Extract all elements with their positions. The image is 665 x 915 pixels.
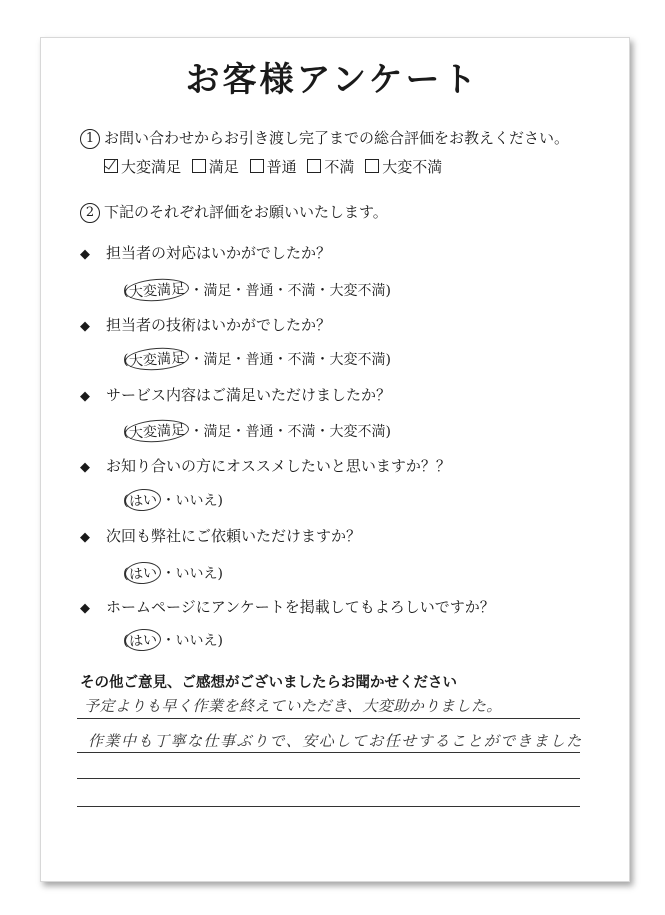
question-1-options [104, 156, 448, 177]
comment-line-2: 作業中も丁寧な仕事ぶりで、安心してお任せすることができました [88, 732, 583, 750]
question-1-text: お問い合わせからお引き渡し完了までの総合評価をお教えください。 [104, 129, 570, 147]
ruled-line [77, 806, 580, 807]
item-3-answer[interactable]: (大変満足 ・満足・普通・不満・大変不満) [123, 420, 391, 442]
item-6-answer[interactable]: (はい ・いいえ) [123, 629, 223, 651]
question-1 [80, 127, 569, 149]
checkbox-checked-icon[interactable] [104, 159, 118, 173]
diamond-icon: ◆ [80, 247, 90, 262]
option-neutral[interactable]: 普通 [250, 158, 297, 176]
item-4-question: ◆ お知り合いの方にオススメしたいと思いますか？？ [80, 457, 451, 475]
diamond-icon: ◆ [80, 530, 90, 545]
diamond-icon: ◆ [80, 319, 90, 334]
circled-answer[interactable]: 大変満足 [125, 418, 190, 444]
question-1-number: 1 [80, 129, 100, 149]
diamond-icon: ◆ [80, 601, 90, 616]
ruled-line [77, 718, 580, 719]
item-5-question: ◆ 次回も弊社にご依頼いただけますか？ [80, 527, 362, 545]
checkbox-icon[interactable] [307, 159, 321, 173]
item-2-answer[interactable]: (大変満足 ・満足・普通・不満・大変不満) [123, 348, 391, 370]
comments-label: その他ご意見、ご感想がございましたらお聞かせください [80, 674, 457, 691]
checkbox-icon[interactable] [365, 159, 379, 173]
circled-answer[interactable]: 大変満足 [125, 346, 190, 372]
question-2 [80, 201, 388, 223]
item-5-answer[interactable]: (はい ・いいえ) [123, 562, 223, 584]
option-satisfied[interactable]: 満足 [192, 158, 239, 176]
option-dissatisfied[interactable]: 不満 [307, 158, 354, 176]
circled-answer[interactable]: はい [125, 488, 162, 512]
question-2-number: 2 [80, 203, 100, 223]
diamond-icon: ◆ [80, 389, 90, 404]
question-2-text: 下記のそれぞれ評価をお願いいたします。 [104, 203, 388, 221]
item-4-answer[interactable]: (はい ・いいえ) [123, 489, 223, 511]
item-1-question: ◆ 担当者の対応はいかがでしたか？ [80, 244, 332, 262]
diamond-icon: ◆ [80, 460, 90, 475]
ruled-line [77, 778, 580, 779]
circled-answer[interactable]: 大変満足 [125, 277, 190, 303]
checkbox-icon[interactable] [192, 159, 206, 173]
option-very-dissatisfied[interactable]: 大変不満 [365, 158, 442, 176]
circled-answer[interactable]: はい [125, 628, 162, 652]
item-2-question: ◆ 担当者の技術はいかがでしたか？ [80, 316, 332, 334]
item-1-answer[interactable]: (大変満足 ・満足・普通・不満・大変不満) [123, 279, 391, 301]
item-3-question: ◆ サービス内容はご満足いただけましたか？ [80, 386, 392, 404]
ruled-line [77, 752, 580, 753]
checkbox-icon[interactable] [250, 159, 264, 173]
option-very-satisfied[interactable]: 大変満足 [104, 158, 181, 176]
item-6-question: ◆ ホームページにアンケートを掲載してもよろしいですか？ [80, 598, 495, 616]
comment-line-1: 予定よりも早く作業を終えていただき、大変助かりました。 [84, 697, 502, 715]
circled-answer[interactable]: はい [125, 561, 162, 585]
page-title: お客様アンケート [185, 60, 480, 100]
